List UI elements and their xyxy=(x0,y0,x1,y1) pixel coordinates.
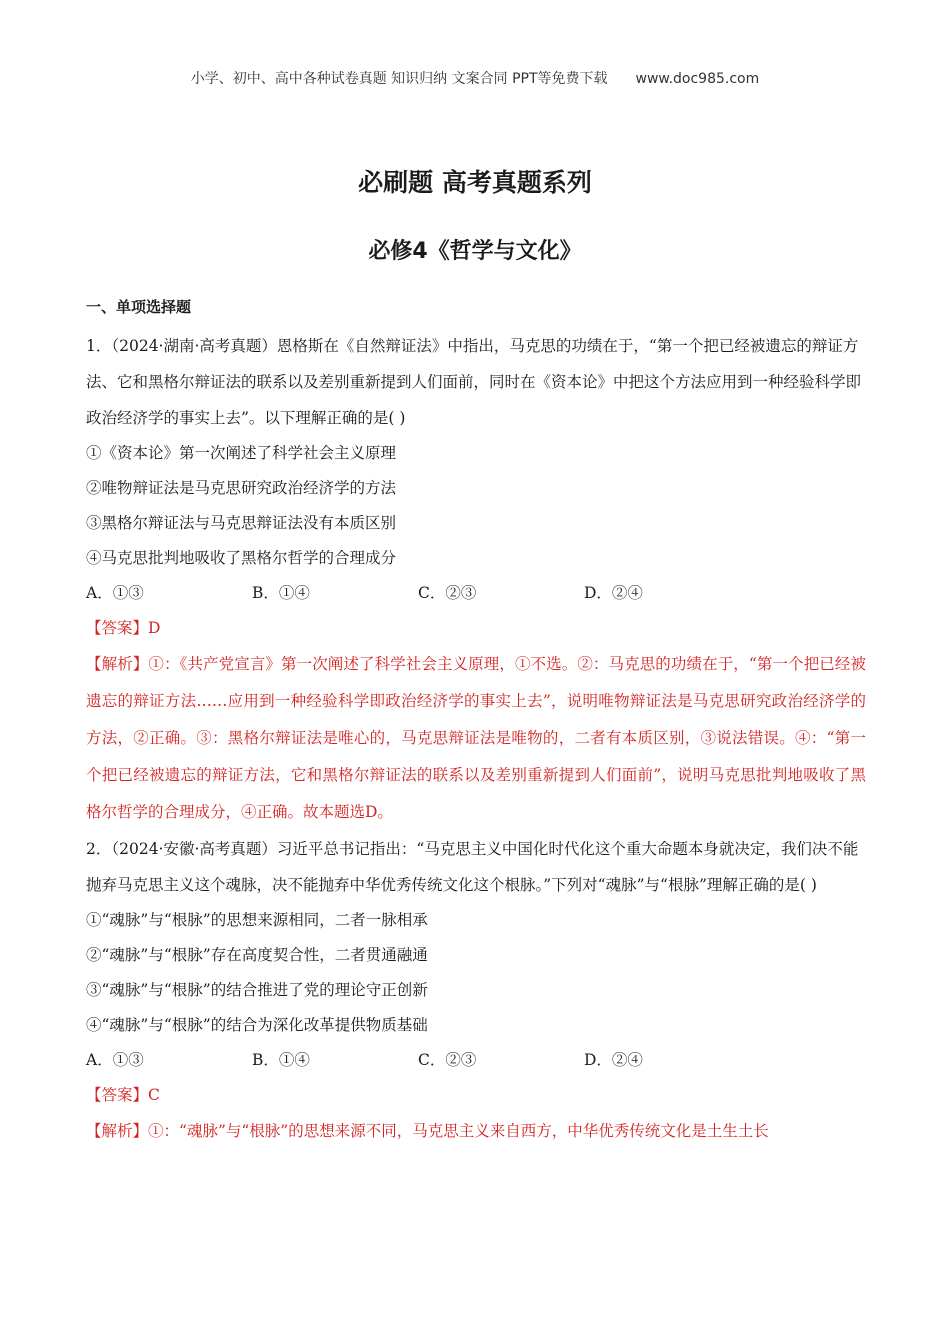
question-2-choice-b: B．①④ xyxy=(252,1051,310,1069)
question-1-choice-a: A．①③ xyxy=(86,584,144,602)
answer-label: 【答案】 xyxy=(86,1086,149,1104)
question-1-choice-b: B．①④ xyxy=(252,584,310,602)
question-1-choice-d: D．②④ xyxy=(584,584,643,602)
question-2-option-4: ④“魂脉”与“根脉”的结合为深化改革提供物质基础 xyxy=(86,1016,428,1034)
analysis-label: 【解析】 xyxy=(86,655,149,673)
page-header xyxy=(0,68,950,88)
question-1-stem: 1．（2024·湖南·高考真题）恩格斯在《自然辩证法》中指出，马克思的功绩在于，“第一个把已经被遗忘的辩证方法、它和黑格尔辩证法的联系以及差别重新提到人们面前，同时在《资本论》中把这个方法应用到一种经验科学即政治经济学的事实上去”。以下理解正确的是( ) xyxy=(86,337,862,427)
answer-value: D xyxy=(148,619,161,637)
sub-title: 必修4《哲学与文化》 xyxy=(368,239,582,264)
question-1-choice-c: C．②③ xyxy=(418,584,477,602)
header-url[interactable]: www.doc985.com xyxy=(635,71,760,87)
main-title: 必刷题 高考真题系列 xyxy=(358,168,592,197)
section-heading: 一、单项选择题 xyxy=(86,298,192,316)
question-1-option-1: ①《资本论》第一次阐述了科学社会主义原理 xyxy=(86,444,397,462)
question-2-answer xyxy=(86,1078,866,1113)
answer-label: 【答案】 xyxy=(86,619,149,637)
question-1 xyxy=(86,328,866,831)
question-1-choices xyxy=(86,576,866,611)
question-2-choice-a: A．①③ xyxy=(86,1051,144,1069)
analysis-label: 【解析】 xyxy=(86,1122,149,1140)
header-tagline: 小学、初中、高中各种试卷真题 知识归纳 文案合同 PPT等免费下载 xyxy=(190,71,608,87)
question-2-choice-d: D．②④ xyxy=(584,1051,643,1069)
question-1-option-3: ③黑格尔辩证法与马克思辩证法没有本质区别 xyxy=(86,514,397,532)
analysis-text: ①：《共产党宣言》第一次阐述了科学社会主义原理，①不选。②：马克思的功绩在于，“第一个把已经被遗忘的辩证方法……应用到一种经验科学即政治经济学的事实上去”，说明唯物辩证法是马克思研究政治经济学的方法，②正确。③：黑格尔辩证法是唯心的，马克思辩证法是唯物的，二者有本质区别，③说法错误。④：“第一个把已经被遗忘的辩证方法，它和黑格尔辩证法的联系以及差别重新提到人们面前”，说明马克思批判地吸收了黑格尔哲学的合理成分，④正确。故本题选D。 xyxy=(86,655,866,821)
question-1-option-4: ④马克思批判地吸收了黑格尔哲学的合理成分 xyxy=(86,549,397,567)
question-2-analysis xyxy=(86,1113,866,1150)
question-2-option-3: ③“魂脉”与“根脉”的结合推进了党的理论守正创新 xyxy=(86,981,428,999)
question-2-choice-c: C．②③ xyxy=(418,1051,477,1069)
question-1-answer xyxy=(86,611,866,646)
question-1-analysis xyxy=(86,646,866,831)
analysis-text: ①：“魂脉”与“根脉”的思想来源不同，马克思主义来自西方，中华优秀传统文化是土生土长 xyxy=(148,1122,769,1140)
answer-value: C xyxy=(148,1086,160,1104)
question-2 xyxy=(86,831,866,1150)
question-2-option-1: ①“魂脉”与“根脉”的思想来源相同，二者一脉相承 xyxy=(86,911,428,929)
question-2-stem: 2．（2024·安徽·高考真题）习近平总书记指出：“马克思主义中国化时代化这个重大命题本身就决定，我们决不能抛弃马克思主义这个魂脉，决不能抛弃中华优秀传统文化这个根脉。”下列对“魂脉”与“根脉”理解正确的是( ) xyxy=(86,840,859,894)
question-1-option-2: ②唯物辩证法是马克思研究政治经济学的方法 xyxy=(86,479,397,497)
question-list xyxy=(86,328,866,1150)
question-2-choices xyxy=(86,1043,866,1078)
question-2-option-2: ②“魂脉”与“根脉”存在高度契合性，二者贯通融通 xyxy=(86,946,428,964)
